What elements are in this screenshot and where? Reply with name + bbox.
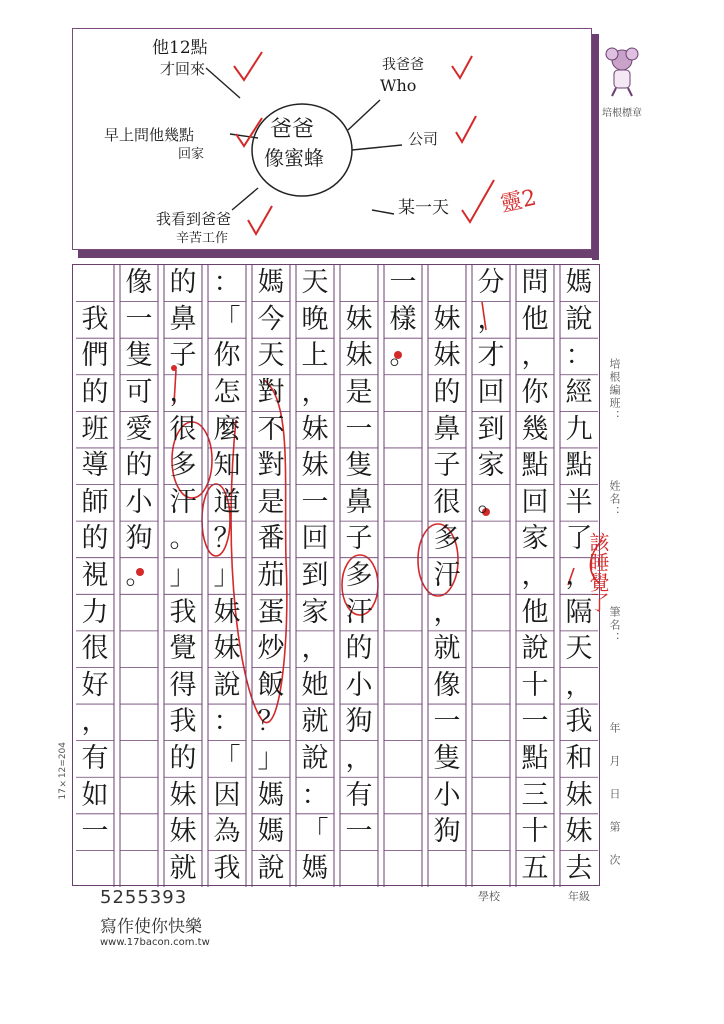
essay-column [73,265,117,885]
mindmap-center-line2: 像蜜蜂 [264,146,324,170]
grade-label: 年級 [568,890,590,903]
essay-char: ， [433,596,461,628]
essay-char: 很 [169,413,197,445]
logo-stamp [598,44,646,122]
teacher-mark-score: 靈2 [498,185,539,218]
essay-char: 子 [169,340,197,372]
essay-char: 對 [257,377,285,409]
essay-char: 我 [213,852,241,884]
essay-char: ， [345,742,373,774]
essay-char: 「 [213,303,241,335]
essay-char: 家 [301,596,329,628]
brand-url: www.17bacon.com.tw [100,937,210,948]
essay-char: 妹 [565,779,593,811]
essay-char: 家 [521,523,549,555]
essay-char: ？ [257,706,285,738]
essay-char: 道 [213,486,241,518]
essay-char: 的 [169,267,197,299]
essay-char: 半 [565,486,593,518]
essay-char: 的 [81,377,109,409]
essay-column [425,265,469,885]
mindmap-node-4-line2: Who [380,76,417,95]
essay-char: 十 [521,669,549,701]
essay-char: 一 [345,413,373,445]
essay-char: 點 [521,450,549,482]
essay-char: ， [301,377,329,409]
essay-char: 可 [125,377,153,409]
essay-char: 妹 [433,340,461,372]
essay-char: ， [477,303,505,335]
teacher-note: 該睡覺了 [586,532,610,612]
essay-char: 和 [565,742,593,774]
essay-column [205,265,249,885]
essay-char: 妹 [345,340,373,372]
essay-char: 說 [301,742,329,774]
essay-char: 像 [433,669,461,701]
essay-char: 五 [521,852,549,884]
essay-char: 覺 [169,633,197,665]
essay-char: ， [81,706,109,738]
essay-char: 番 [257,523,285,555]
essay-char: 妹 [433,303,461,335]
essay-char: 妹 [169,816,197,848]
essay-char: 妹 [301,413,329,445]
essay-char: 他 [521,596,549,628]
mindmap-center-line1: 爸爸 [270,117,315,142]
essay-char: 因 [213,779,241,811]
stamp-label: 培根標章 [602,108,642,119]
essay-char: 如 [81,779,109,811]
essay-char: 們 [81,340,109,372]
essay-char: 汗 [345,596,373,628]
mindmap-node-3-line1: 我看到爸爸 [156,210,232,228]
essay-char: 幾 [521,413,549,445]
essay-column [117,265,161,885]
essay-char: 說 [257,852,285,884]
mindmap-node-6: 某一天 [398,198,449,218]
essay-char: 家 [477,450,505,482]
essay-char: 到 [477,413,505,445]
essay-char: 導 [81,450,109,482]
essay-char: 一 [81,816,109,848]
essay-char: 的 [125,450,153,482]
essay-column [293,265,337,885]
essay-char: 鼻 [345,486,373,518]
essay-char: 媽 [257,779,285,811]
essay-char: 得 [169,669,197,701]
essay-char: 的 [169,742,197,774]
mindmap-node-5: 公司 [408,130,439,148]
essay-char: 怎 [213,377,241,409]
essay-char: 蛋 [257,596,285,628]
essay-char: 」 [257,742,285,774]
essay-char: 狗 [345,706,373,738]
essay-char: 點 [565,450,593,482]
brand-code: 5255393 [100,887,188,908]
essay-char: 師 [81,486,109,518]
essay-char: 問 [521,267,549,299]
essay-char: 。 [125,560,153,591]
essay-char: 多 [345,560,373,591]
essay-char: 她 [301,669,329,701]
essay-char: 回 [301,523,329,555]
writing-grid [72,264,600,886]
essay-char: 麼 [213,413,241,445]
essay-char: 一 [389,267,417,299]
essay-char: 我 [81,303,109,335]
essay-char: ， [521,560,549,591]
essay-char: 狗 [433,816,461,848]
essay-char: 妹 [213,596,241,628]
essay-column [513,265,557,885]
essay-char: ： [213,267,241,299]
essay-char: 樣 [389,303,417,335]
essay-char: 「 [301,816,329,848]
essay-char: 回 [521,486,549,518]
essay-char: 一 [125,303,153,335]
essay-char: 媽 [301,852,329,884]
essay-column [469,265,513,885]
essay-char: 就 [169,852,197,884]
essay-char: 天 [301,267,329,299]
name-label: 姓名： [608,480,621,519]
essay-char: 一 [433,706,461,738]
essay-char: 我 [565,706,593,738]
essay-char: 很 [433,486,461,518]
essay-char: 。 [389,340,417,372]
essay-char: 九 [565,413,593,445]
essay-column [161,265,205,885]
essay-char: 你 [521,377,549,409]
essay-char: 分 [477,267,505,299]
mindmap-node-1-line2: 才回來 [160,60,206,78]
essay-char: ， [301,633,329,665]
essay-char: 有 [81,742,109,774]
essay-char: 的 [345,633,373,665]
essay-char: ： [565,340,593,372]
essay-char: ： [213,706,241,738]
essay-char: 晚 [301,303,329,335]
mindmap-node-4-line1: 我爸爸 [382,57,424,73]
essay-char: ， [565,669,593,701]
school-label: 學校 [478,890,500,903]
pen-name-label: 筆名： [608,606,621,645]
essay-char: 三 [521,779,549,811]
date-label: 年月日第次 [608,722,621,887]
essay-char: 我 [169,596,197,628]
essay-char: 狗 [125,523,153,555]
essay-char: ， [521,340,549,372]
essay-char: 今 [257,303,285,335]
essay-char: 隻 [125,340,153,372]
essay-char: 十 [521,816,549,848]
essay-char: 一 [521,706,549,738]
mindmap-node-3-line2: 辛苦工作 [176,231,229,246]
essay-char: 回 [477,377,505,409]
essay-char: 我 [169,706,197,738]
essay-char: 多 [433,523,461,555]
essay-char: 媽 [565,267,593,299]
essay-char: 妹 [345,303,373,335]
essay-char: 隻 [345,450,373,482]
essay-char: 天 [257,340,285,372]
essay-char: 的 [433,377,461,409]
mindmap-node-2-line2: 回家 [178,147,205,162]
essay-char: 小 [125,486,153,518]
essay-char: ， [169,377,197,409]
essay-char: 班 [81,413,109,445]
brand-slogan: 寫作使你快樂 [100,917,202,937]
essay-char: 一 [345,816,373,848]
bacon-mascot-icon [598,44,646,100]
essay-char: ： [301,779,329,811]
essay-char: 妹 [565,816,593,848]
essay-char: 就 [433,633,461,665]
essay-char: 是 [257,486,285,518]
essay-char: 汗 [433,560,461,591]
essay-char: 有 [345,779,373,811]
essay-char: 上 [301,340,329,372]
essay-char: ？ [213,523,241,555]
essay-char: 小 [345,669,373,701]
grid-size-label: 17×12=204 [58,742,68,800]
essay-char: 汗 [169,486,197,518]
essay-char: 視 [81,560,109,591]
essay-char: 經 [565,377,593,409]
essay-char: 。 [169,523,197,555]
essay-char: 對 [257,450,285,482]
essay-char: 愛 [125,413,153,445]
essay-char: 了 [565,523,593,555]
essay-char: 天 [565,633,593,665]
essay-column [249,265,293,885]
essay-char: 不 [257,413,285,445]
essay-char: 炒 [257,633,285,665]
essay-char: 茄 [257,560,285,591]
essay-char: 多 [169,450,197,482]
essay-char: 妹 [169,779,197,811]
essay-char: 像 [125,267,153,299]
essay-char: 子 [345,523,373,555]
essay-char: 鼻 [433,413,461,445]
essay-char: 一 [301,486,329,518]
essay-char: 的 [81,523,109,555]
essay-char: 就 [301,706,329,738]
essay-char: 小 [433,779,461,811]
essay-char: 點 [521,742,549,774]
essay-char: 是 [345,377,373,409]
essay-char: 媽 [257,816,285,848]
essay-char: 」 [169,560,197,591]
essay-char: 很 [81,633,109,665]
essay-char: 好 [81,669,109,701]
essay-char: 才 [477,340,505,372]
essay-char: ， [565,560,593,591]
essay-column [381,265,425,885]
essay-char: 隻 [433,742,461,774]
essay-char: 你 [213,340,241,372]
essay-char: 」 [213,560,241,591]
essay-char: 「 [213,742,241,774]
essay-char: 妹 [213,633,241,665]
essay-char: 到 [301,560,329,591]
essay-char: 說 [213,669,241,701]
essay-char: 飯 [257,669,285,701]
essay-char: 力 [81,596,109,628]
essay-column [337,265,381,885]
essay-char: 他 [521,303,549,335]
essay-char: 說 [521,633,549,665]
essay-char: 知 [213,450,241,482]
essay-char: 去 [565,852,593,884]
essay-char: 為 [213,816,241,848]
essay-char: 鼻 [169,303,197,335]
mindmap-node-1-line1: 他12點 [152,38,208,58]
class-label: 培根編班： [608,358,621,423]
essay-char: 媽 [257,267,285,299]
essay-char: 子 [433,450,461,482]
mindmap-node-2-line1: 早上問他幾點 [104,126,195,144]
essay-char: 妹 [301,450,329,482]
essay-char: 。 [477,486,505,518]
essay-char: 隔 [565,596,593,628]
essay-char: 說 [565,303,593,335]
